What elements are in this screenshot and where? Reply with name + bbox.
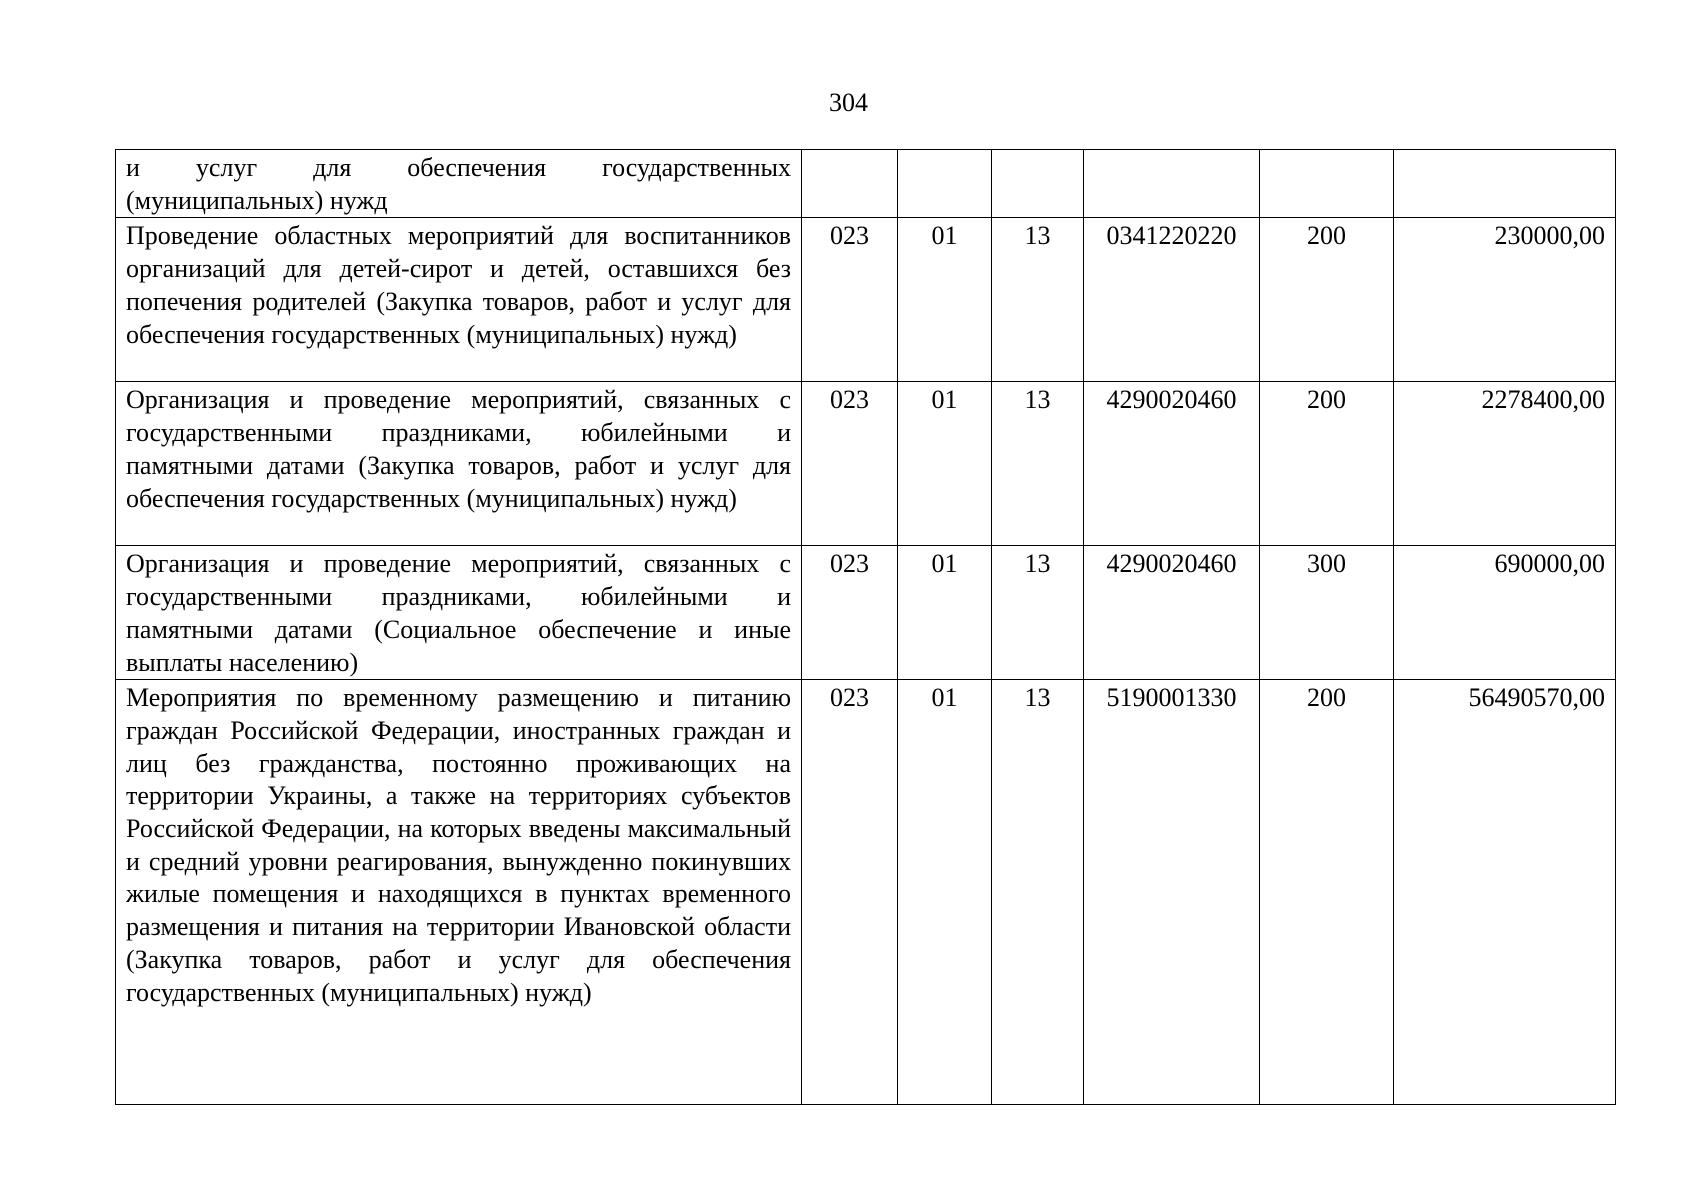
- page-number: 304: [829, 88, 868, 117]
- section-code: 01: [898, 546, 992, 680]
- ministry-code: 023: [802, 546, 898, 680]
- amount: 690000,00: [1394, 546, 1616, 680]
- row-description: Проведение областных мероприятий для воспитанников организаций для детей-сирот и детей, оставшихся без попечения родителей (Закупка товаров, работ и услуг для обеспечения государственных (муниципальных) нужд): [116, 218, 802, 382]
- target-article-code: [1084, 150, 1260, 218]
- ministry-code: [802, 150, 898, 218]
- target-article-code: 4290020460: [1084, 546, 1260, 680]
- table-row: [116, 680, 1616, 1105]
- section-code: 01: [898, 382, 992, 546]
- amount: 2278400,00: [1394, 382, 1616, 546]
- subsection-code: 13: [992, 546, 1084, 680]
- expense-type-code: 200: [1260, 680, 1394, 1105]
- table-row: [116, 546, 1616, 680]
- expense-type-code: 300: [1260, 546, 1394, 680]
- amount: 56490570,00: [1394, 680, 1616, 1105]
- table-row: [116, 150, 1616, 218]
- subsection-code: [992, 150, 1084, 218]
- expense-type-code: [1260, 150, 1394, 218]
- row-description: Организация и проведение мероприятий, связанных с государственными праздниками, юбилейными и памятными датами (Закупка товаров, работ и услуг для обеспечения государственных (муниципальных) нужд): [116, 382, 802, 546]
- amount: [1394, 150, 1616, 218]
- subsection-code: 13: [992, 680, 1084, 1105]
- subsection-code: 13: [992, 218, 1084, 382]
- row-description: Организация и проведение мероприятий, связанных с государственными праздниками, юбилейными и памятными датами (Социальное обеспечение и иные выплаты населению): [116, 546, 802, 680]
- expense-type-code: 200: [1260, 382, 1394, 546]
- row-description: и услуг для обеспечения государственных (муниципальных) нужд: [116, 150, 802, 218]
- section-code: [898, 150, 992, 218]
- table-row: [116, 218, 1616, 382]
- section-code: 01: [898, 218, 992, 382]
- target-article-code: 0341220220: [1084, 218, 1260, 382]
- row-description: Мероприятия по временному размещению и питанию граждан Российской Федерации, иностранных граждан и лиц без гражданства, постоянно проживающих на территории Украины, а также на территориях субъектов Российской Федерации, на которых введены максимальный и средний уровни реагирования, вынужденно покинувших жилые помещения и находящихся в пунктах временного размещения и питания на территории Ивановской области (Закупка товаров, работ и услуг для обеспечения государственных (муниципальных) нужд): [116, 680, 802, 1105]
- target-article-code: 5190001330: [1084, 680, 1260, 1105]
- ministry-code: 023: [802, 218, 898, 382]
- subsection-code: 13: [992, 382, 1084, 546]
- ministry-code: 023: [802, 382, 898, 546]
- section-code: 01: [898, 680, 992, 1105]
- amount: 230000,00: [1394, 218, 1616, 382]
- table-row: [116, 382, 1616, 546]
- budget-table: [115, 149, 1616, 1105]
- expense-type-code: 200: [1260, 218, 1394, 382]
- target-article-code: 4290020460: [1084, 382, 1260, 546]
- ministry-code: 023: [802, 680, 898, 1105]
